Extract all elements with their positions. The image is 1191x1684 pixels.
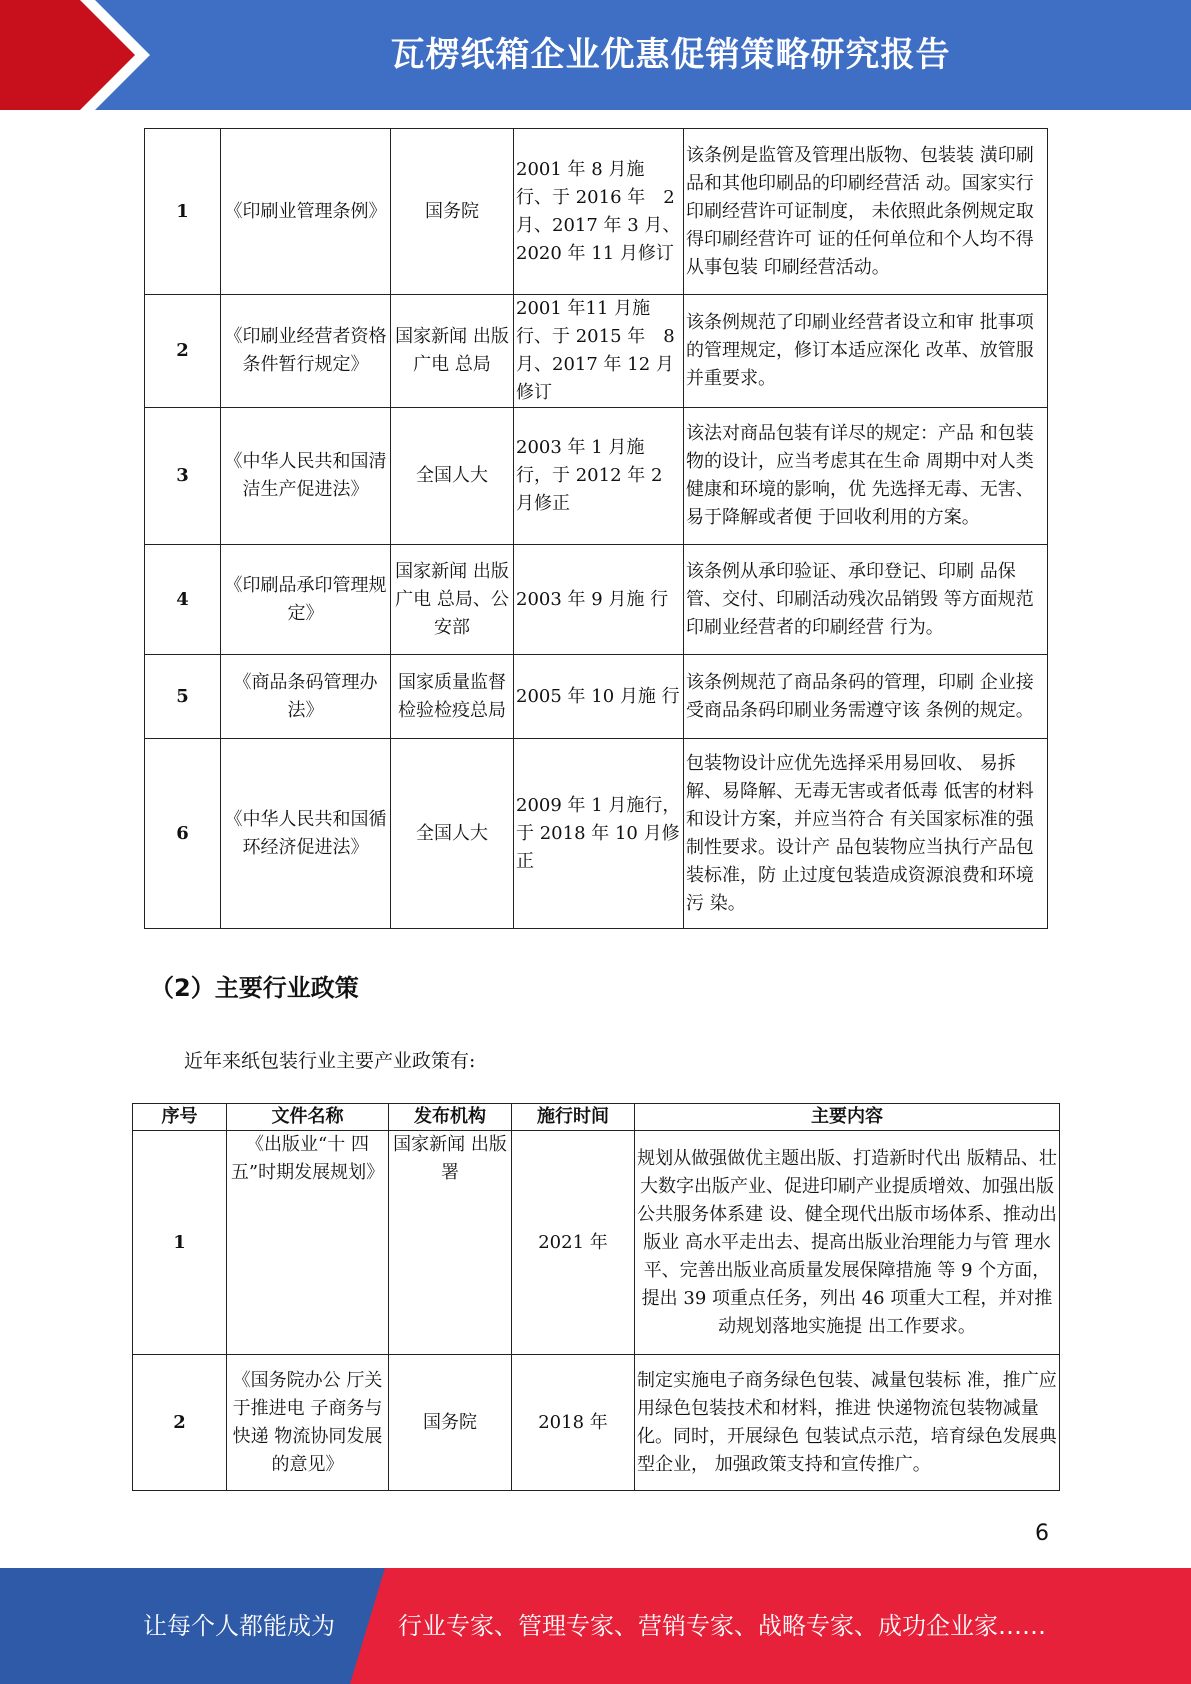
cell-description: 该条例是监管及管理出版物、包装装 潢印刷品和其他印刷品的印刷经营活 动。国家实行印刷经营许可证制度， 未依照此条例规定取得印刷经营许可 证的任何单位和个人均不得从事包装 印刷经营活动。: [684, 129, 1048, 295]
cell-issuer: 国家质量监督检验检疫总局: [391, 655, 514, 739]
table-row: [145, 739, 1048, 929]
page-header: [0, 0, 1191, 110]
header-cell-org: 发布机构: [389, 1104, 512, 1131]
header-cell-num: 序号: [133, 1104, 227, 1131]
cell-effective-date: 2009 年 1 月施行，于 2018 年 10 月修正: [514, 739, 684, 929]
table-row: [145, 408, 1048, 545]
report-title: 瓦楞纸箱企业优惠促销策略研究报告: [390, 35, 951, 75]
cell-issuer: 国务院: [391, 129, 514, 295]
industry-policy-table: [132, 1103, 1060, 1491]
cell-row-number: 1: [133, 1131, 227, 1355]
cell-row-number: 5: [145, 655, 221, 739]
cell-issuer: 国家新闻 出版广电 总局: [391, 295, 514, 408]
cell-effective-date: 2005 年 10 月施 行: [514, 655, 684, 739]
table-row: [145, 129, 1048, 295]
footer-slogan-left: 让每个人都能成为: [143, 1612, 335, 1640]
cell-issuer: 国家新闻 出版广电 总局、公 安部: [391, 545, 514, 655]
cell-issuer: 全国人大: [391, 739, 514, 929]
page-footer: [0, 1568, 1191, 1684]
cell-issuer: 全国人大: [391, 408, 514, 545]
header-cell-name: 文件名称: [227, 1104, 389, 1131]
intro-text: 近年来纸包装行业主要产业政策有:: [184, 1050, 476, 1072]
header-cell-date: 施行时间: [512, 1104, 635, 1131]
cell-description: 包装物设计应优先选择采用易回收、 易拆解、易降解、无毒无害或者低毒 低害的材料和设计方案，并应当符合 有关国家标准的强制性要求。设计产 品包装物应当执行产品包装标准，防 止过度包装造成资源浪费和环境污 染。: [684, 739, 1048, 929]
cell-doc-name: 《印刷品承印管理规定》: [221, 545, 391, 655]
cell-row-number: 2: [145, 295, 221, 408]
cell-description: 规划从做强做优主题出版、打造新时代出 版精品、壮大数字出版产业、促进印刷产业提质增效、加强出版公共服务体系建 设、健全现代出版市场体系、推动出版业 高水平走出去、提高出版业治理能力与管 理水平、完善出版业高质量发展保障措施 等 9 个方面，提出 39 项重点任务，列出 46 项重大工程，并对推动规划落地实施提 出工作要求。: [635, 1131, 1060, 1355]
cell-description: 该条例规范了商品条码的管理，印刷 企业接受商品条码印刷业务需遵守该 条例的规定。: [684, 655, 1048, 739]
cell-doc-name: 《中华人民共和国循环经济促进法》: [221, 739, 391, 929]
cell-effective-date: 2018 年: [512, 1355, 635, 1491]
cell-effective-date: 2003 年 1 月施 行，于 2012 年 2 月修正: [514, 408, 684, 545]
cell-effective-date: 2003 年 9 月施 行: [514, 545, 684, 655]
cell-doc-name: 《中华人民共和国清洁生产促进法》: [221, 408, 391, 545]
header-cell-content: 主要内容: [635, 1104, 1060, 1131]
table-row: [133, 1355, 1060, 1491]
table-row: [133, 1131, 1060, 1355]
cell-row-number: 6: [145, 739, 221, 929]
cell-doc-name: 《印刷业管理条例》: [221, 129, 391, 295]
cell-row-number: 1: [145, 129, 221, 295]
cell-description: 制定实施电子商务绿色包装、减量包装标 准，推广应用绿色包装技术和材料，推进 快递物流包装物减量化。同时，开展绿色 包装试点示范，培育绿色发展典型企业， 加强政策支持和宣传推广。: [635, 1355, 1060, 1491]
cell-issuer: 国家新闻 出版署: [389, 1131, 512, 1355]
table-row: [145, 655, 1048, 739]
cell-effective-date: 2001 年11 月施 行、于 2015 年 8 月、2017 年 12 月修订: [514, 295, 684, 408]
cell-row-number: 2: [133, 1355, 227, 1491]
cell-description: 该条例规范了印刷业经营者设立和审 批事项的管理规定，修订本适应深化 改革、放管服并重要求。: [684, 295, 1048, 408]
table-row: [145, 545, 1048, 655]
cell-row-number: 4: [145, 545, 221, 655]
cell-doc-name: 《国务院办公 厅关于推进电 子商务与快递 物流协同发展 的意见》: [227, 1355, 389, 1491]
cell-effective-date: 2021 年: [512, 1131, 635, 1355]
footer-slogan-right: 行业专家、管理专家、营销专家、战略专家、成功企业家……: [398, 1612, 1046, 1640]
page-number: 6: [1035, 1521, 1049, 1546]
cell-description: 该条例从承印验证、承印登记、印刷 品保管、交付、印刷活动残次品销毁 等方面规范印刷业经营者的印刷经营 行为。: [684, 545, 1048, 655]
cell-row-number: 3: [145, 408, 221, 545]
cell-doc-name: 《出版业“十 四五”时期发展规划》: [227, 1131, 389, 1355]
regulations-table: [144, 128, 1048, 929]
cell-effective-date: 2001 年 8 月施 行、于 2016 年 2 月、2017 年 3 月、2020 年 11 月修订: [514, 129, 684, 295]
cell-doc-name: 《印刷业经营者资格条件暂行规定》: [221, 295, 391, 408]
cell-doc-name: 《商品条码管理办法》: [221, 655, 391, 739]
table-header-row: [133, 1104, 1060, 1131]
cell-issuer: 国务院: [389, 1355, 512, 1491]
cell-description: 该法对商品包装有详尽的规定：产品 和包装物的设计，应当考虑其在生命 周期中对人类健康和环境的影响，优 先选择无毒、无害、易于降解或者便 于回收利用的方案。: [684, 408, 1048, 545]
section-title: （2）主要行业政策: [150, 974, 359, 1002]
table-row: [145, 295, 1048, 408]
